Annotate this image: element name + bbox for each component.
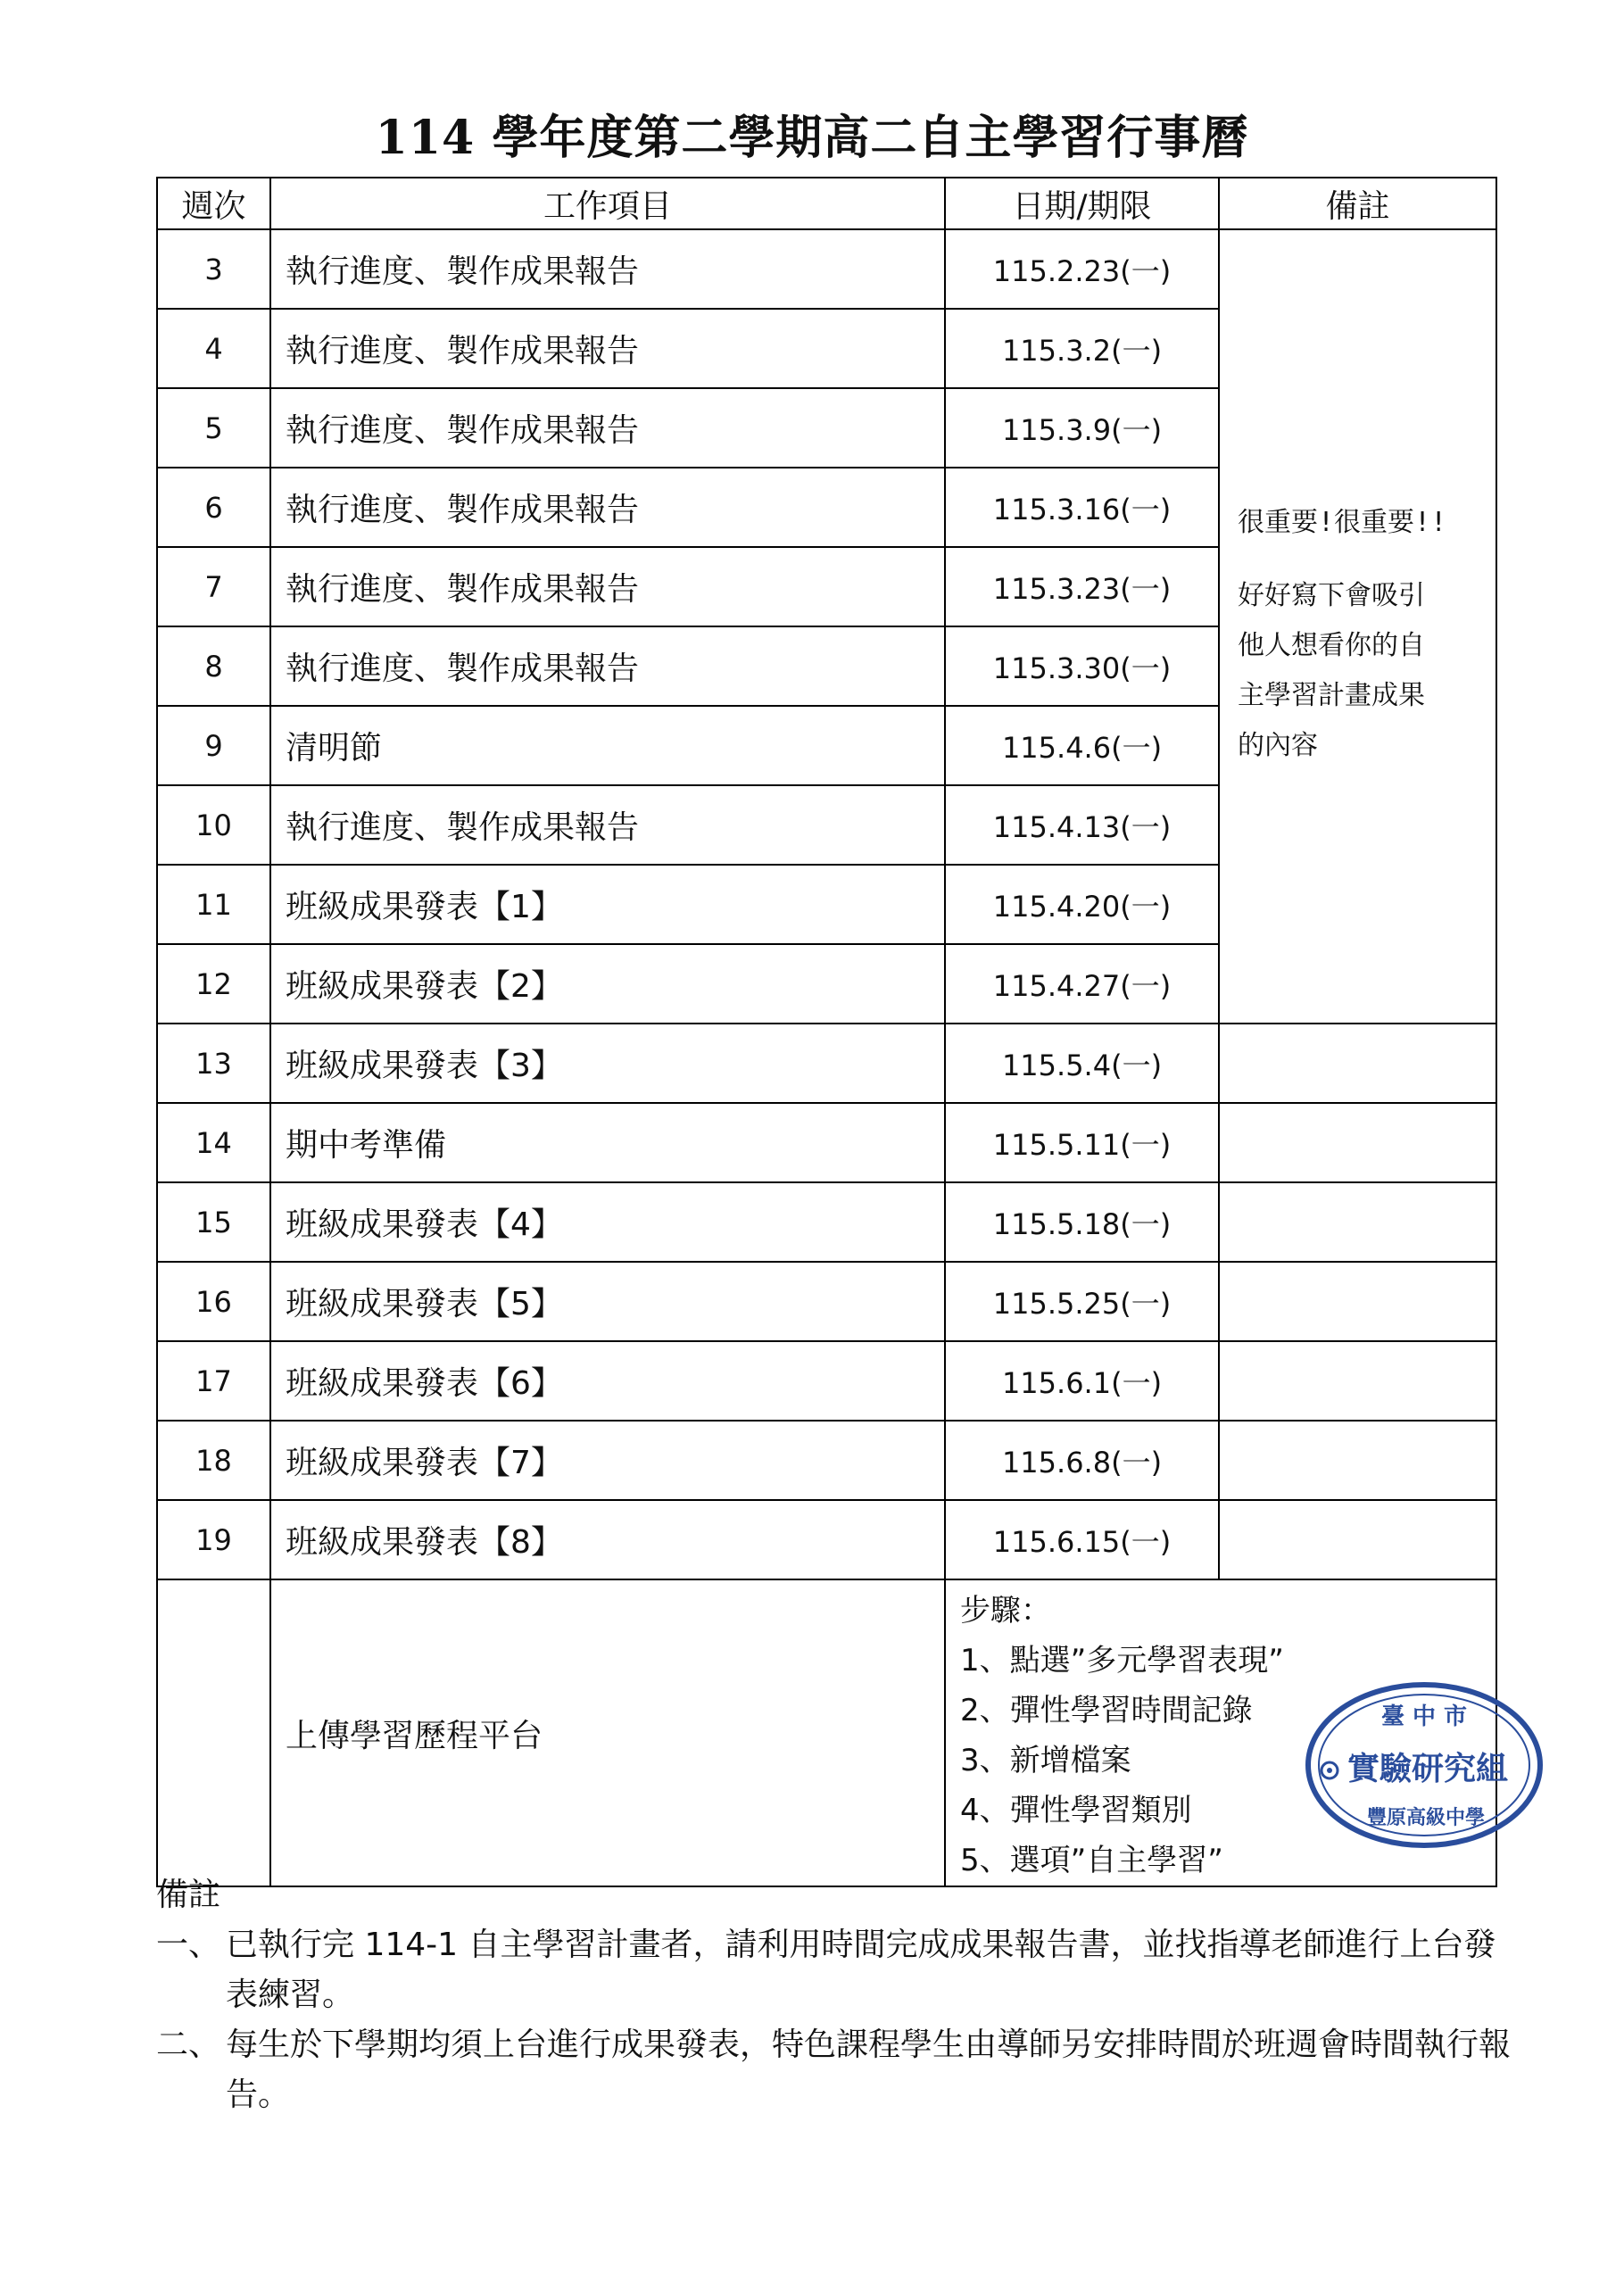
header-week: 週次 (157, 178, 270, 229)
official-seal-stamp (1303, 1678, 1545, 1853)
item-cell: 執行進度、製作成果報告 (270, 626, 945, 706)
week-cell: 19 (157, 1500, 270, 1579)
footnote-marker: 二、 (156, 2027, 221, 2063)
item-cell: 班級成果發表【3】 (270, 1024, 945, 1103)
week-cell: 9 (157, 706, 270, 785)
table-row (157, 229, 1496, 309)
date-cell: 115.5.4(一) (945, 1024, 1219, 1103)
table-header-row (157, 178, 1496, 229)
table-row (157, 1103, 1496, 1182)
week-cell: 11 (157, 865, 270, 944)
note-line: 主學習計畫成果 (1238, 680, 1425, 711)
date-cell: 115.6.15(一) (945, 1500, 1219, 1579)
date-cell: 115.4.6(一) (945, 706, 1219, 785)
note-cell (1219, 1182, 1496, 1262)
step-item: 4、彈性學習類別 (960, 1793, 1192, 1828)
week-cell: 18 (157, 1421, 270, 1500)
week-cell: 5 (157, 388, 270, 468)
week-cell: 6 (157, 468, 270, 547)
step-item: 2、彈性學習時間記錄 (960, 1693, 1253, 1728)
stamp-middle-text: 實驗研究組 (1346, 1750, 1509, 1787)
date-cell: 115.4.13(一) (945, 785, 1219, 865)
note-cell (1219, 1341, 1496, 1421)
item-cell: 班級成果發表【7】 (270, 1421, 945, 1500)
stamp-bottom-text: 豐原高級中學 (1366, 1807, 1486, 1829)
table-row (157, 1421, 1496, 1500)
step-item: 3、新增檔案 (960, 1743, 1131, 1778)
calendar-table (156, 177, 1497, 1887)
week-cell (157, 1579, 270, 1886)
week-cell: 8 (157, 626, 270, 706)
item-cell: 清明節 (270, 706, 945, 785)
stamp-top-text: 臺 中 市 (1380, 1703, 1468, 1730)
item-cell: 執行進度、製作成果報告 (270, 309, 945, 388)
week-cell: 15 (157, 1182, 270, 1262)
date-cell: 115.3.30(一) (945, 626, 1219, 706)
date-cell: 115.4.27(一) (945, 944, 1219, 1024)
date-cell: 115.6.8(一) (945, 1421, 1219, 1500)
footnotes-heading: 備註 (156, 1877, 221, 1913)
footnote-text: 已執行完 114-1 自主學習計畫者，請利用時間完成成果報告書，並找指導老師進行上台發表練習。 (226, 1927, 1496, 2013)
note-line: 他人想看你的自 (1238, 630, 1425, 661)
date-cell: 115.5.18(一) (945, 1182, 1219, 1262)
date-cell: 115.4.20(一) (945, 865, 1219, 944)
date-cell: 115.3.2(一) (945, 309, 1219, 388)
week-cell: 12 (157, 944, 270, 1024)
note-cell (1219, 1103, 1496, 1182)
week-cell: 3 (157, 229, 270, 309)
header-note: 備註 (1219, 178, 1496, 229)
footnote-item (156, 2020, 1512, 2120)
date-cell: 115.5.25(一) (945, 1262, 1219, 1341)
date-cell: 115.5.11(一) (945, 1103, 1219, 1182)
header-item: 工作項目 (270, 178, 945, 229)
table-row (157, 1500, 1496, 1579)
item-cell: 期中考準備 (270, 1103, 945, 1182)
step-item: 5、選項”自主學習” (960, 1843, 1223, 1878)
upload-row (157, 1579, 1496, 1886)
item-cell: 班級成果發表【6】 (270, 1341, 945, 1421)
note-cell (1219, 1262, 1496, 1341)
date-cell: 115.6.1(一) (945, 1341, 1219, 1421)
week-cell: 7 (157, 547, 270, 626)
footnote-text: 每生於下學期均須上台進行成果發表，特色課程學生由導師另安排時間於班週會時間執行報告。 (226, 2027, 1512, 2113)
item-cell: 執行進度、製作成果報告 (270, 388, 945, 468)
item-cell: 班級成果發表【5】 (270, 1262, 945, 1341)
item-cell: 班級成果發表【1】 (270, 865, 945, 944)
footnote-marker: 一、 (156, 1927, 221, 1963)
header-date: 日期/期限 (945, 178, 1219, 229)
week-cell: 13 (157, 1024, 270, 1103)
item-cell: 班級成果發表【8】 (270, 1500, 945, 1579)
item-cell: 班級成果發表【4】 (270, 1182, 945, 1262)
table-row (157, 1341, 1496, 1421)
item-cell: 班級成果發表【2】 (270, 944, 945, 1024)
item-cell: 執行進度、製作成果報告 (270, 785, 945, 865)
stamp-emblem-dot-icon (1327, 1768, 1332, 1773)
note-cell (1219, 1024, 1496, 1103)
table-row (157, 1182, 1496, 1262)
date-cell: 115.2.23(一) (945, 229, 1219, 309)
footnotes (156, 1870, 1512, 2120)
date-cell: 115.3.23(一) (945, 547, 1219, 626)
note-line: 很重要!很重要!! (1238, 507, 1447, 538)
table-row (157, 1262, 1496, 1341)
week-cell: 17 (157, 1341, 270, 1421)
item-cell: 執行進度、製作成果報告 (270, 229, 945, 309)
note-cell (1219, 1500, 1496, 1579)
page-title: 114 學年度第二學期高二自主學習行事曆 (375, 111, 1249, 165)
item-cell: 執行進度、製作成果報告 (270, 547, 945, 626)
steps-title: 步驟： (960, 1593, 1051, 1629)
note-cell (1219, 1421, 1496, 1500)
table-row (157, 1024, 1496, 1103)
date-cell: 115.3.9(一) (945, 388, 1219, 468)
week-cell: 10 (157, 785, 270, 865)
note-line: 的內容 (1238, 730, 1318, 761)
merged-note-cell (1219, 229, 1496, 1024)
week-cell: 16 (157, 1262, 270, 1341)
note-line: 好好寫下會吸引 (1238, 580, 1425, 611)
upload-item-cell: 上傳學習歷程平台 (270, 1579, 945, 1886)
date-cell: 115.3.16(一) (945, 468, 1219, 547)
step-item: 1、點選”多元學習表現” (960, 1643, 1284, 1678)
footnote-item (156, 1920, 1512, 2020)
item-cell: 執行進度、製作成果報告 (270, 468, 945, 547)
week-cell: 14 (157, 1103, 270, 1182)
week-cell: 4 (157, 309, 270, 388)
